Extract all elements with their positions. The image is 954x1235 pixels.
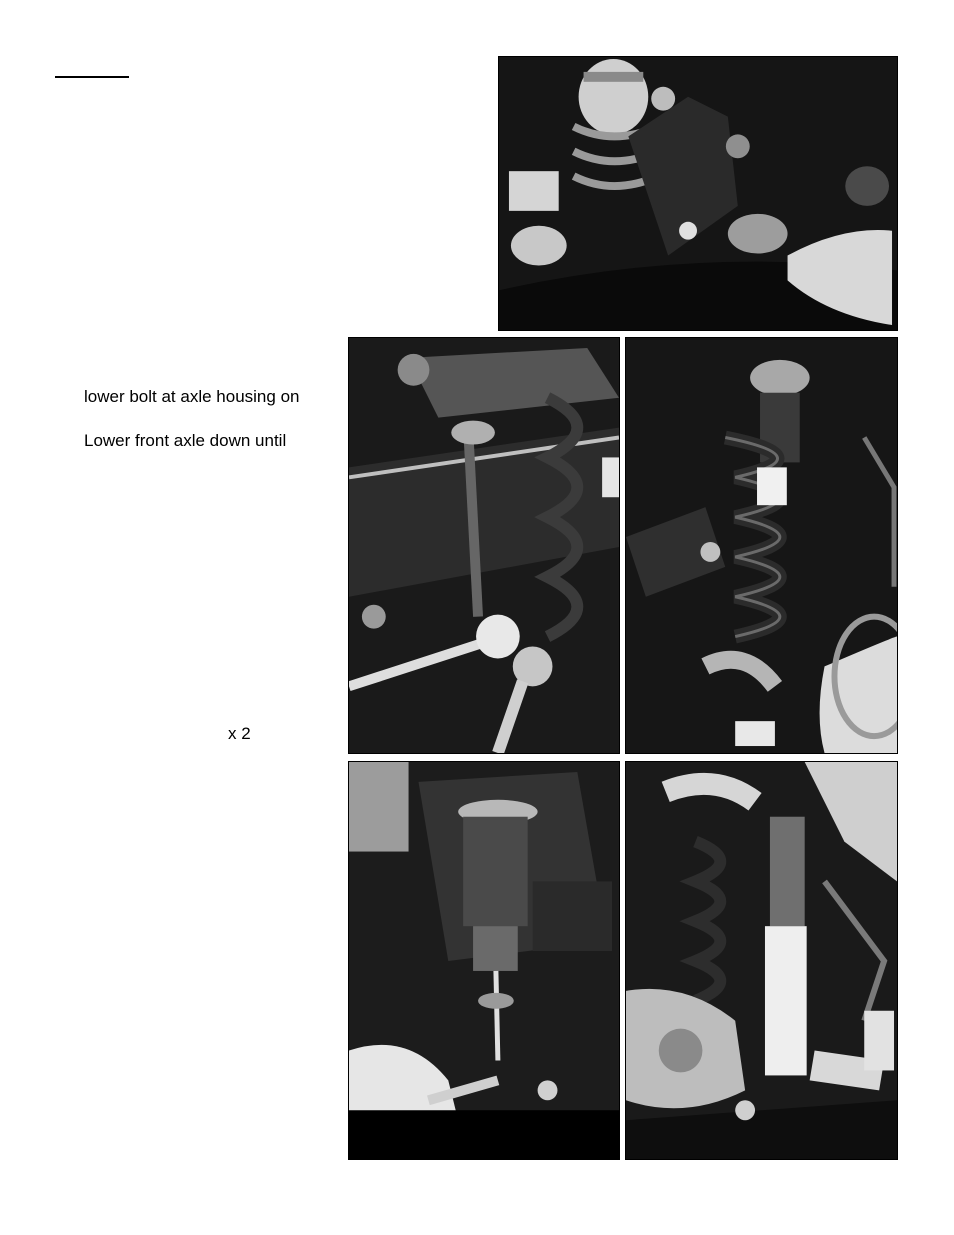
suspension-photo-icon (626, 338, 897, 753)
quantity-label: x 2 (228, 724, 251, 743)
photo-bottom-right (625, 761, 898, 1160)
suspension-photo-icon (499, 57, 897, 330)
photo-bottom-left (348, 761, 620, 1160)
photo-middle-right (625, 337, 898, 754)
suspension-photo-icon (626, 762, 897, 1159)
suspension-photo-icon (349, 762, 619, 1159)
photo-top-right (498, 56, 898, 331)
suspension-photo-icon (349, 338, 619, 753)
instruction-text-2: Lower front axle down until (84, 431, 287, 450)
instruction-text-1: lower bolt at axle housing on (84, 387, 300, 406)
photo-middle-left (348, 337, 620, 754)
heading-underline (55, 76, 129, 78)
